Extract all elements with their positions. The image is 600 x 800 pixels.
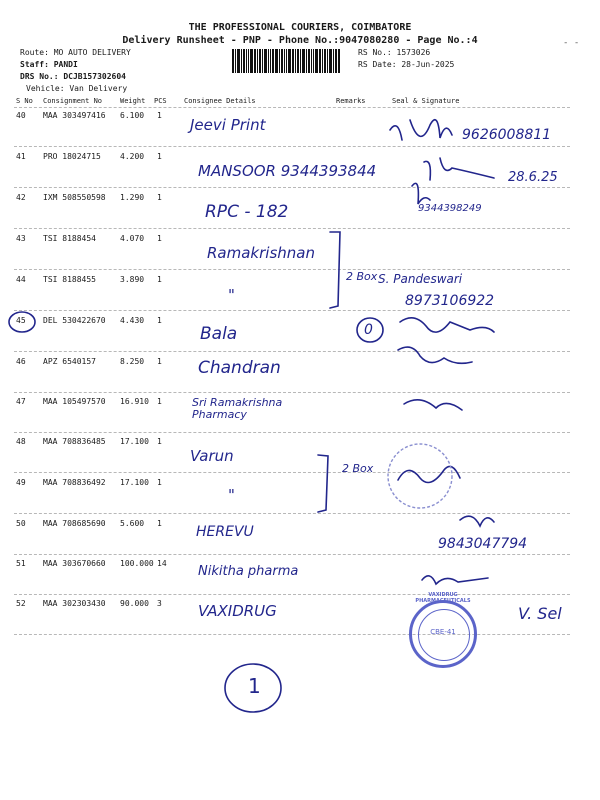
sig-48 bbox=[398, 466, 460, 482]
bracket-48-49 bbox=[318, 455, 328, 512]
rs-date: RS Date: 28-Jun-2025 bbox=[358, 60, 455, 69]
date-41: 28.6.25 bbox=[508, 170, 558, 185]
row-52-consignment: MAA 302303430 bbox=[43, 599, 106, 608]
circle-row-45 bbox=[9, 312, 35, 332]
row-43-weight: 4.070 bbox=[120, 234, 145, 243]
row-48-pcs: 1 bbox=[157, 437, 162, 446]
consignee-51: Nikitha pharma bbox=[198, 564, 299, 579]
company-stamp bbox=[409, 592, 477, 668]
row-43-pcs: 1 bbox=[157, 234, 162, 243]
circle-page-count bbox=[225, 664, 281, 712]
row-49-sno: 49 bbox=[16, 478, 26, 487]
row-45-sno: 45 bbox=[16, 316, 26, 325]
sig-45 bbox=[400, 318, 494, 332]
row-46-consignment: APZ 6540157 bbox=[43, 357, 96, 366]
consignee-47: Sri Ramakrishna Pharmacy bbox=[192, 396, 283, 421]
stamp-circle-bhe bbox=[388, 444, 452, 508]
consignee-41: MANSOOR 9344393844 bbox=[198, 162, 377, 180]
row-51-pcs: 14 bbox=[157, 559, 167, 568]
rs-number: RS No.: 1573026 bbox=[358, 48, 431, 57]
row-41-consignment: PRO 18024715 bbox=[43, 152, 101, 161]
row-40-weight: 6.100 bbox=[120, 111, 145, 120]
consignee-48: Varun bbox=[190, 447, 234, 465]
row-51-weight: 100.000 bbox=[120, 559, 154, 568]
row-40-consignment: MAA 303497416 bbox=[43, 111, 106, 120]
runsheet-title: Delivery Runsheet - PNP - Phone No.:9047080280 - Page No.:4 bbox=[122, 35, 478, 46]
row-43-sno: 43 bbox=[16, 234, 26, 243]
row-41-weight: 4.200 bbox=[120, 152, 145, 161]
company-title: THE PROFESSIONAL COURIERS, COIMBATORE bbox=[188, 22, 412, 33]
consignee-45: Bala bbox=[200, 324, 238, 344]
box-43: 2 Box bbox=[346, 270, 378, 283]
col-sno: S No bbox=[16, 97, 33, 105]
col-consignment: Consignment No bbox=[43, 97, 103, 105]
col-weight: Weight bbox=[120, 97, 146, 105]
circle-zero bbox=[357, 318, 383, 342]
row-44-pcs: 1 bbox=[157, 275, 162, 284]
row-47-pcs: 1 bbox=[157, 397, 162, 406]
row-50-weight: 5.600 bbox=[120, 519, 145, 528]
row-46-sno: 46 bbox=[16, 357, 26, 366]
staff-label: Staff: PANDI bbox=[20, 60, 78, 69]
phone-42: 9344398249 bbox=[418, 203, 482, 214]
row-42-pcs: 1 bbox=[157, 193, 162, 202]
sig-50 bbox=[460, 516, 494, 526]
row-50-pcs: 1 bbox=[157, 519, 162, 528]
sig-40 bbox=[390, 120, 452, 140]
row-50-sno: 50 bbox=[16, 519, 26, 528]
col-pcs: PCS bbox=[154, 97, 167, 105]
signature-52: V. Sel bbox=[518, 604, 562, 623]
row-47-consignment: MAA 105497570 bbox=[43, 397, 106, 406]
row-46-pcs: 1 bbox=[157, 357, 162, 366]
consignee-49: " bbox=[228, 486, 235, 504]
route-label: Route: MO AUTO DELIVERY bbox=[20, 48, 131, 57]
sig-47 bbox=[404, 400, 462, 410]
box-48: 2 Box bbox=[342, 462, 374, 475]
col-remarks: Remarks bbox=[336, 97, 366, 105]
consignee-52: VAXIDRUG bbox=[198, 602, 277, 620]
consignee-42: RPC - 182 bbox=[205, 202, 289, 222]
row-49-consignment: MAA 708836492 bbox=[43, 478, 106, 487]
phone-50: 9843047794 bbox=[438, 536, 528, 552]
row-52-pcs: 3 bbox=[157, 599, 162, 608]
row-47-weight: 16.910 bbox=[120, 397, 149, 406]
row-52-weight: 90.000 bbox=[120, 599, 149, 608]
col-seal-signature: Seal & Signature bbox=[392, 97, 460, 105]
row-44-consignment: TSI 8188455 bbox=[43, 275, 96, 284]
row-50-consignment: MAA 708685690 bbox=[43, 519, 106, 528]
consignee-46: Chandran bbox=[198, 358, 281, 378]
consignee-50: HEREVU bbox=[196, 524, 254, 540]
row-51-consignment: MAA 303670660 bbox=[43, 559, 106, 568]
consignee-40: Jeevi Print bbox=[190, 116, 266, 134]
row-52-sno: 52 bbox=[16, 599, 26, 608]
bracket-43-44 bbox=[330, 232, 340, 308]
row-41-pcs: 1 bbox=[157, 152, 162, 161]
circled-mark-45: 0 bbox=[364, 322, 373, 338]
consignee-43: Ramakrishnan bbox=[207, 244, 315, 262]
row-44-sno: 44 bbox=[16, 275, 26, 284]
stamp-city: CBE-41 bbox=[430, 628, 456, 636]
col-consignee: Consignee Details bbox=[184, 97, 256, 105]
row-45-consignment: DEL 530422670 bbox=[43, 316, 106, 325]
row-42-sno: 42 bbox=[16, 193, 26, 202]
row-47-sno: 47 bbox=[16, 397, 26, 406]
sig-51 bbox=[422, 576, 488, 584]
row-45-weight: 4.430 bbox=[120, 316, 145, 325]
drs-label: DRS No.: DCJB157302604 bbox=[20, 72, 126, 81]
row-44-weight: 3.890 bbox=[120, 275, 145, 284]
vehicle-label: Vehicle: Van Delivery bbox=[26, 84, 128, 93]
stamp-text: VAXIDRUG PHARMACEUTICALS bbox=[415, 592, 471, 604]
row-40-pcs: 1 bbox=[157, 111, 162, 120]
row-41-sno: 41 bbox=[16, 152, 26, 161]
row-51-sno: 51 bbox=[16, 559, 26, 568]
consignee-44: " bbox=[228, 286, 235, 304]
row-49-pcs: 1 bbox=[157, 478, 162, 487]
row-42-consignment: IXM 508550598 bbox=[43, 193, 106, 202]
row-46-weight: 8.250 bbox=[120, 357, 145, 366]
row-43-consignment: TSI 8188454 bbox=[43, 234, 96, 243]
row-48-weight: 17.100 bbox=[120, 437, 149, 446]
page-count: 1 bbox=[248, 674, 261, 698]
name-43: S. Pandeswari bbox=[378, 272, 463, 286]
corner-mark: - - bbox=[563, 38, 580, 48]
sig-41 bbox=[424, 158, 494, 180]
phone-43: 8973106922 bbox=[405, 293, 495, 309]
row-48-sno: 48 bbox=[16, 437, 26, 446]
sig-46 bbox=[398, 347, 472, 363]
row-49-weight: 17.100 bbox=[120, 478, 149, 487]
sig-42 bbox=[412, 183, 430, 204]
row-45-pcs: 1 bbox=[157, 316, 162, 325]
row-40-sno: 40 bbox=[16, 111, 26, 120]
row-42-weight: 1.290 bbox=[120, 193, 145, 202]
row-48-consignment: MAA 708836485 bbox=[43, 437, 106, 446]
phone-40: 9626008811 bbox=[462, 127, 552, 143]
